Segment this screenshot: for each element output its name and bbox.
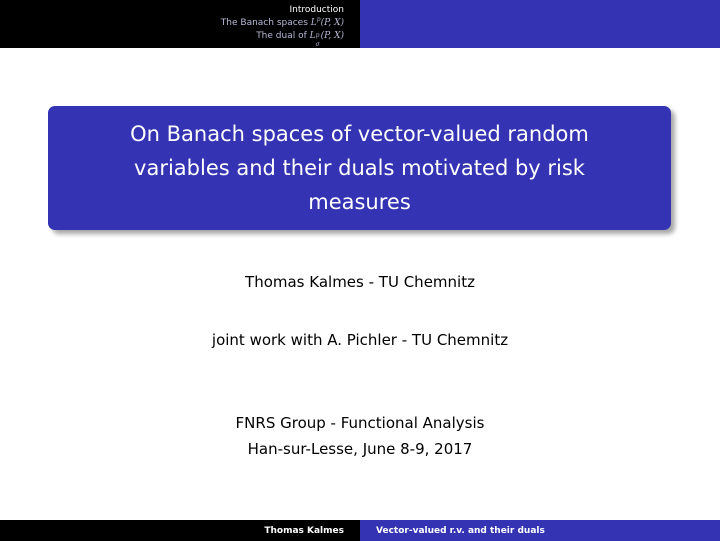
nav-item-label: The Banach spaces [220,18,311,28]
footer-author: Thomas Kalmes [0,520,360,541]
nav-item-label: Introduction [289,5,344,15]
header-navigation-bar [0,0,720,48]
nav-item-banach-spaces[interactable] [221,17,344,30]
author-line: Thomas Kalmes - TU Chemnitz [245,273,475,291]
header-blue-panel [360,0,720,48]
footer-short-title: Vector-valued r.v. and their duals [360,520,720,541]
event-name: FNRS Group - Functional Analysis [235,414,485,432]
footer-bar [0,520,720,541]
event-location-date: Han-sur-Lesse, June 8-9, 2017 [247,440,473,458]
section-navigation [0,0,360,48]
joint-work-line: joint work with A. Pichler - TU Chemnitz [211,331,509,349]
nav-math-expression: $L^p(P$, X) [310,16,344,28]
nav-item-dual[interactable] [256,30,344,48]
nav-math-expression: L p σ (P, X) [309,31,344,48]
nav-item-label: The dual of [256,31,310,41]
title-block [48,106,671,230]
presentation-title: On Banach spaces of vector-valued random variables and their duals motivated by risk measures [130,122,589,214]
